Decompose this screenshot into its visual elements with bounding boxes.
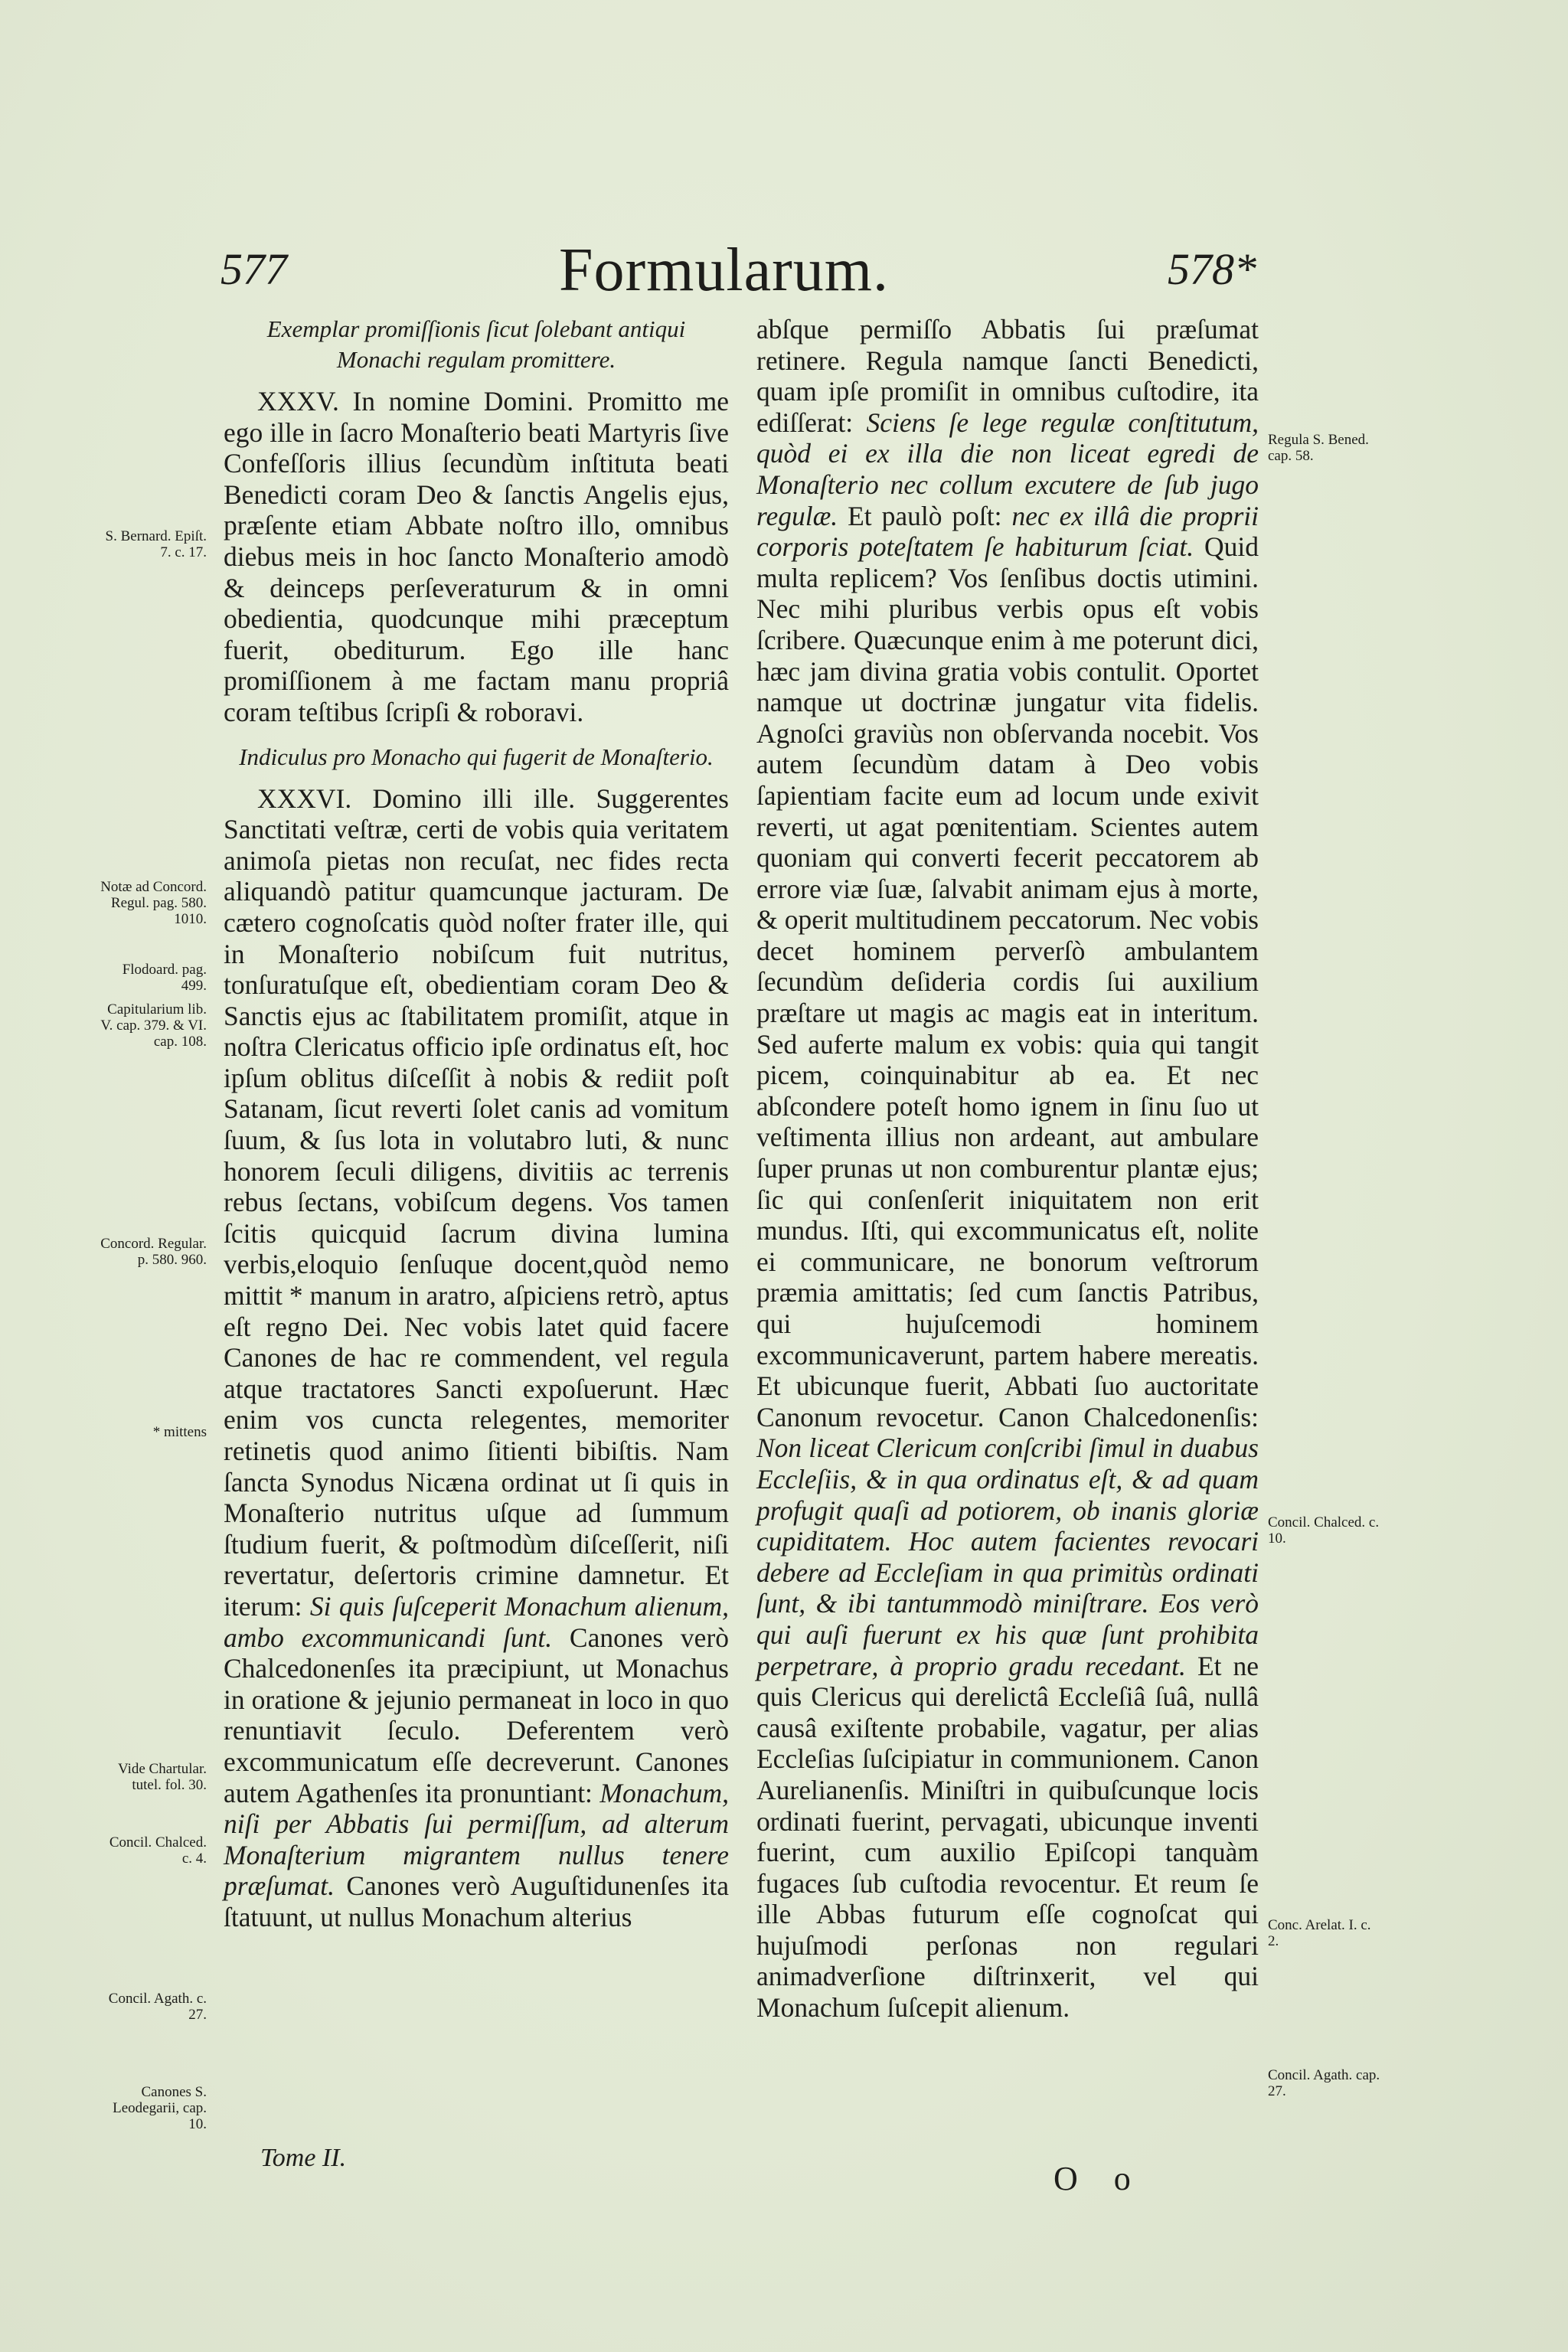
right-column — [756, 314, 1259, 2024]
right-text-e: Quid multa replicem? Vos ſenſibus doctis utimini. Nec mihi pluribus verbis opus eſt vobis ſcribere. Quæcunque enim à me poterunt dici, hæc jam divina gratia vobis contulit. Oportet namque ut doctrinæ jungatur vita fidelis. Agnoſci graviùs non obſervanda nocebit. Vos autem ſecundùm datam à Deo vobis ſapientiam facite eum ad locum unde exivit reverti, ut agat pœnitentiam. Scientes autem quoniam qui converti fecerit peccatorem ab errore viæ ſuæ, ſalvabit animam ejus à morte, & operit multitudinem peccatorum. Nec vobis decet hominem perverſò ambulantem ſecundùm deſideria cordis ſui auxilium præſtare ut magis ac magis eat in interitum. Sed auferte malum ex vobis: quia qui tangit picem, coinquinabitur ab ea. Et nec abſcondere poteſt homo ignem in ſinu ſuo ut veſtimenta illius non ardeant, aut ambulare ſuper prunas ut non comburentur plantæ ejus; ſic qui conſenſerit iniquitatem non erit mundus. Iſti, qui excommunicatus eſt, nolite ei communicare, ne bonorum veſtrorum præmia amittatis; ſed cum ſanctis Patribus, qui hujuſcemodi hominem excommunicaverunt, partem habere mereatis. Et ubicunque fuerit, Abbati ſuo auctoritate Canonum revocetur. Canon Chalcedonenſis: — [756, 531, 1259, 1432]
right-text-a: abſque permiſſo Abbatis ſui præſumat retinere. Regula namque ſancti Benedicti, quam ipſe promiſit in omnibus cuſtodire, ita ediſſerat: — [756, 314, 1259, 438]
margin-note-left: Concil. Agath. c. 27. — [108, 1991, 207, 2023]
running-title: Formularum. — [559, 237, 889, 304]
signature-mark: O o — [1054, 2160, 1145, 2197]
margin-note-left: S. Bernard. Epiſt. 7. c. 17. — [105, 528, 207, 560]
margin-note-left: Concord. Regular. p. 580. 960. — [100, 1236, 207, 1268]
margin-note-left: * mittens — [152, 1424, 207, 1440]
right-text-g: Et ne quis Clericus qui derelictâ Eccleſiâ ſuâ, nullâ causâ exiſtente probabile, vagatur, per alias Eccleſias ſuſcipiatur in communionem. Canon Aurelianenſis. Miniſtri in quibuſcunque locis ordinati fuerint, pervagati, ubicunque inventi fuerint, cum auxilio Epiſcopi tanquàm fugaces ſub cuſtodia revocentur. Et reum ſe ille Abbas futurum eſſe cognoſcat qui hujuſmodi perſonas non regulari animadverſione diſtrinxerit, vel qui Monachum ſuſcepit alienum. — [756, 1650, 1259, 2024]
heading-exemplar: Exemplar promiſſionis ſicut ſolebant antiqui Monachi regulam promittere. — [266, 315, 686, 373]
margin-note-left: Capitularium lib. V. cap. 379. & VI. cap. 108. — [100, 1001, 207, 1050]
margin-note-left: Notæ ad Concord. Regul. pag. 580. 1010. — [100, 879, 207, 927]
margin-note-left: Vide Chartular. tutel. fol. 30. — [118, 1761, 207, 1793]
paragraph-xxxvi-text-a: XXXVI. Domino illi ille. Suggerentes Sanctitati veſtræ, certi de vobis quia veritatem animoſa pietas non recuſat, nec fides recta aliquandò patitur quamcunque jacturam. De cætero cognoſcatis quòd noſter frater ille, qui in Monaſterio nobiſcum fuit nutritus, tonſuratuſque eſt, obedientiam coram Deo & Sanctis ejus ac ſtabilitatem promiſit, atque in noſtra Clericatus officio ipſe ordinatus eſt, hoc ipſum oblitus diſceſſit à nobis & rediit poſt Satanam, ſicut reverti ſolet canis ad vomitum ſuum, & ſus lota in volutabro luti, & nunc honorem ſeculi diligens, divitiis ac terrenis rebus ſectans, vobiſcum degens. Vos tamen ſcitis quicquid ſacrum divina lumina verbis,eloquio ſenſuque docent,quòd nemo mittit * manum in aratro, aſpiciens retrò, aptus eſt regno Dei. Nec vobis latet quid facere Canones de hac re commendent, vel regula atque tractatores Sancti expoſuerunt. Hæc enim vos cuncta relegentes, memoriter retinetis quod animo ſitienti bibiſtis. Nam ſancta Synodus Nicæna ordinat ut ſi quis in Monaſterio nutritus uſque ad ſummum ſtudium fuerit, & poſtmodùm diſceſſerit, niſi revertatur, deſertoris crimine damnetur. Et iterum: — [224, 782, 729, 1622]
right-paragraph — [756, 314, 1259, 2024]
heading-indiculus: Indiculus pro Monacho qui fugerit de Monaſterio. — [239, 743, 714, 770]
margin-note-left: Canones S. Leodegarii, cap. 10. — [113, 2084, 207, 2132]
quote-monachum: Monachum, niſi per Abbatis ſui permiſſum, ad alterum Monaſterium migrantem nullus tenere præſumat. — [224, 1777, 729, 1902]
paragraph-xxxvi-text-b: Canones verò Chalcedonenſes ita præcipiunt, ut Monachus in oratione & jejunio permaneat in loco in quo renuntiavit ſeculo. Deferentem verò excommunicatum eſſe decreverunt. Canones autem Agathenſes ita pronuntiant: — [224, 1622, 730, 1808]
margin-note-left: Flodoard. pag. 499. — [122, 962, 207, 994]
margin-note-right: Conc. Arelat. I. c. 2. — [1268, 1917, 1371, 1949]
quote-non-liceat: Non liceat Clericum conſcribi ſimul in duabus Eccleſiis, & in qua ordinatus eſt, & ad quam profugit quaſi ad potiorem, ob inanis gloriæ cupiditatem. Hoc autem facientes revocari debere ad Eccleſiam in qua primitùs ordinati ſunt, & ibi tantummodò miniſtrare. Eos verò qui auſi fuerunt ex his quæ ſunt prohibita perpetrare, à proprio gradu recedant. — [756, 1432, 1259, 1681]
paragraph-xxxvi-text-c: Canones verò Auguſtidunenſes ita ſtatuunt, ut nullus Monachum alterius — [224, 1870, 729, 1932]
quote-si-quis: Si quis ſuſceperit Monachum alienum, ambo excommunicandi ſunt. — [224, 1590, 730, 1653]
paragraph-xxxv: XXXV. In nomine Domini. Promitto me ego ille in ſacro Monaſterio beati Martyris ſive Confeſſoris illius ſecundùm inſtituta beati Benedicti coram Deo & ſanctis Angelis ejus, præſente etiam Abbate noſtro illo, omnibus diebus meis in hoc ſancto Monaſterio amodò & deinceps perſeveraturum & in omni obedientia, quodcunque mihi præceptum fuerit, obediturum. Ego ille hanc promiſſionem à me factam manu propriâ coram teſtibus ſcripſi & roboravi. — [224, 386, 729, 727]
margin-note-right: Concil. Agath. cap. 27. — [1268, 2067, 1380, 2099]
page-number-right: 578* — [1168, 244, 1256, 294]
tome-label: Tome II. — [260, 2144, 347, 2172]
margin-note-right: Regula S. Bened. cap. 58. — [1268, 432, 1369, 464]
quote-sciens: Sciens ſe lege regulæ conſtitutum, quòd ei ex illa die non liceat egredi de Monaſterio nec collum excutere de ſub jugo regulæ. — [756, 407, 1259, 531]
right-text-c: Et paulò poſt: — [848, 500, 1002, 531]
left-column — [224, 314, 729, 1933]
paragraph-xxxvi — [224, 783, 729, 1933]
quote-nec-ex-illa: nec ex illâ die proprii corporis poteſtatem ſe habiturum ſciat. — [756, 500, 1259, 563]
margin-note-left: Concil. Chalced. c. 4. — [109, 1834, 207, 1867]
margin-note-right: Concil. Chalced. c. 10. — [1268, 1514, 1380, 1547]
page-number-left: 577 — [220, 244, 287, 294]
